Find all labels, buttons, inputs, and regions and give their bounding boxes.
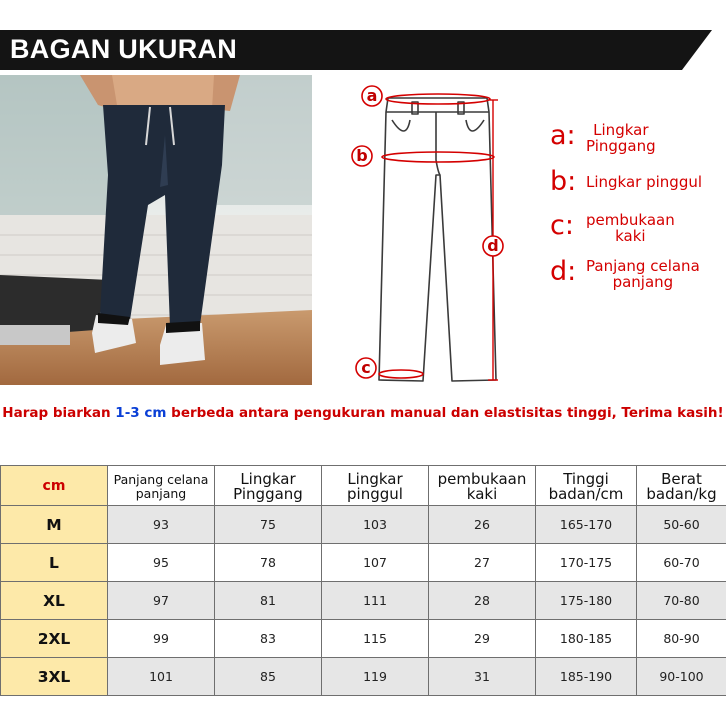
- table-cell: 78: [215, 544, 322, 582]
- legend-label: Lingkar Pinggang: [586, 121, 656, 155]
- table-cell: 85: [215, 658, 322, 696]
- size-label: L: [1, 544, 108, 582]
- table-cell: 83: [215, 620, 322, 658]
- table-cell: 50-60: [637, 506, 726, 544]
- table-cell: 60-70: [637, 544, 726, 582]
- table-cell: 185-190: [536, 658, 637, 696]
- column-header-height: Tinggi badan/cm: [536, 466, 637, 506]
- table-cell: 70-80: [637, 582, 726, 620]
- table-cell: 80-90: [637, 620, 726, 658]
- column-header-hip: Lingkar pinggul: [322, 466, 429, 506]
- table-cell: 75: [215, 506, 322, 544]
- legend-label: Panjang celana panjang: [586, 257, 700, 291]
- legend-label: pembukaan kaki: [586, 211, 675, 245]
- table-cell: 115: [322, 620, 429, 658]
- column-header-waist: Lingkar Pinggang: [215, 466, 322, 506]
- marker-c: [356, 358, 376, 378]
- pants-measurement-diagram: [350, 80, 526, 390]
- legend-item-leg-opening: [550, 212, 675, 244]
- model-photo-illustration: [0, 75, 312, 385]
- marker-b: [352, 146, 372, 166]
- header-banner: [0, 30, 712, 70]
- table-cell: 107: [322, 544, 429, 582]
- table-cell: 170-175: [536, 544, 637, 582]
- page-title: BAGAN UKURAN: [10, 34, 238, 64]
- table-row: [1, 658, 726, 696]
- leg-opening-measure-line: [379, 370, 423, 378]
- pants-outline-illustration: [350, 80, 526, 390]
- table-cell: 97: [108, 582, 215, 620]
- table-cell: 119: [322, 658, 429, 696]
- note-highlight: 1-3 cm: [115, 405, 167, 421]
- table-cell: 27: [429, 544, 536, 582]
- product-photo: [0, 75, 312, 385]
- table-cell: 26: [429, 506, 536, 544]
- svg-text:b: b: [356, 146, 368, 165]
- table-cell: 81: [215, 582, 322, 620]
- table-row: [1, 506, 726, 544]
- size-table: [0, 465, 726, 696]
- svg-text:c: c: [361, 358, 371, 377]
- table-cell: 99: [108, 620, 215, 658]
- table-cell: 111: [322, 582, 429, 620]
- table-cell: 175-180: [536, 582, 637, 620]
- table-header-row: [1, 466, 726, 506]
- table-cell: 101: [108, 658, 215, 696]
- legend-item-length: [550, 258, 700, 290]
- table-row: [1, 620, 726, 658]
- marker-a: [362, 86, 382, 106]
- waist-measure-line: [386, 94, 490, 104]
- size-label: XL: [1, 582, 108, 620]
- legend-item-waist: [550, 122, 656, 154]
- legend-label: Lingkar pinggul: [586, 173, 703, 191]
- column-header-weight: Berat badan/kg: [637, 466, 726, 506]
- table-cell: 95: [108, 544, 215, 582]
- size-label: 2XL: [1, 620, 108, 658]
- svg-text:d: d: [487, 236, 499, 255]
- legend-letter: b:: [550, 166, 577, 197]
- table-cell: 93: [108, 506, 215, 544]
- marker-d: [483, 236, 503, 256]
- legend-item-hip: [550, 168, 702, 196]
- legend-letter: a:: [550, 120, 576, 151]
- legend-letter: d:: [550, 256, 577, 287]
- table-row: [1, 582, 726, 620]
- table-cell: 28: [429, 582, 536, 620]
- legend-letter: c:: [550, 210, 574, 241]
- table-cell: 103: [322, 506, 429, 544]
- column-header-length: Panjang celana panjang: [108, 466, 215, 506]
- size-label: M: [1, 506, 108, 544]
- table-row: [1, 544, 726, 582]
- column-header-leg-opening: pembukaan kaki: [429, 466, 536, 506]
- table-cell: 31: [429, 658, 536, 696]
- table-cell: 90-100: [637, 658, 726, 696]
- table-cell: 165-170: [536, 506, 637, 544]
- hip-measure-line: [382, 152, 494, 162]
- table-cell: 29: [429, 620, 536, 658]
- measurement-note: Harap biarkan 1-3 cm berbeda antara pengukuran manual dan elastisitas tinggi, Terima kasih!: [2, 405, 724, 421]
- size-label: 3XL: [1, 658, 108, 696]
- unit-header: cm: [1, 466, 108, 506]
- table-cell: 180-185: [536, 620, 637, 658]
- svg-text:a: a: [366, 86, 378, 105]
